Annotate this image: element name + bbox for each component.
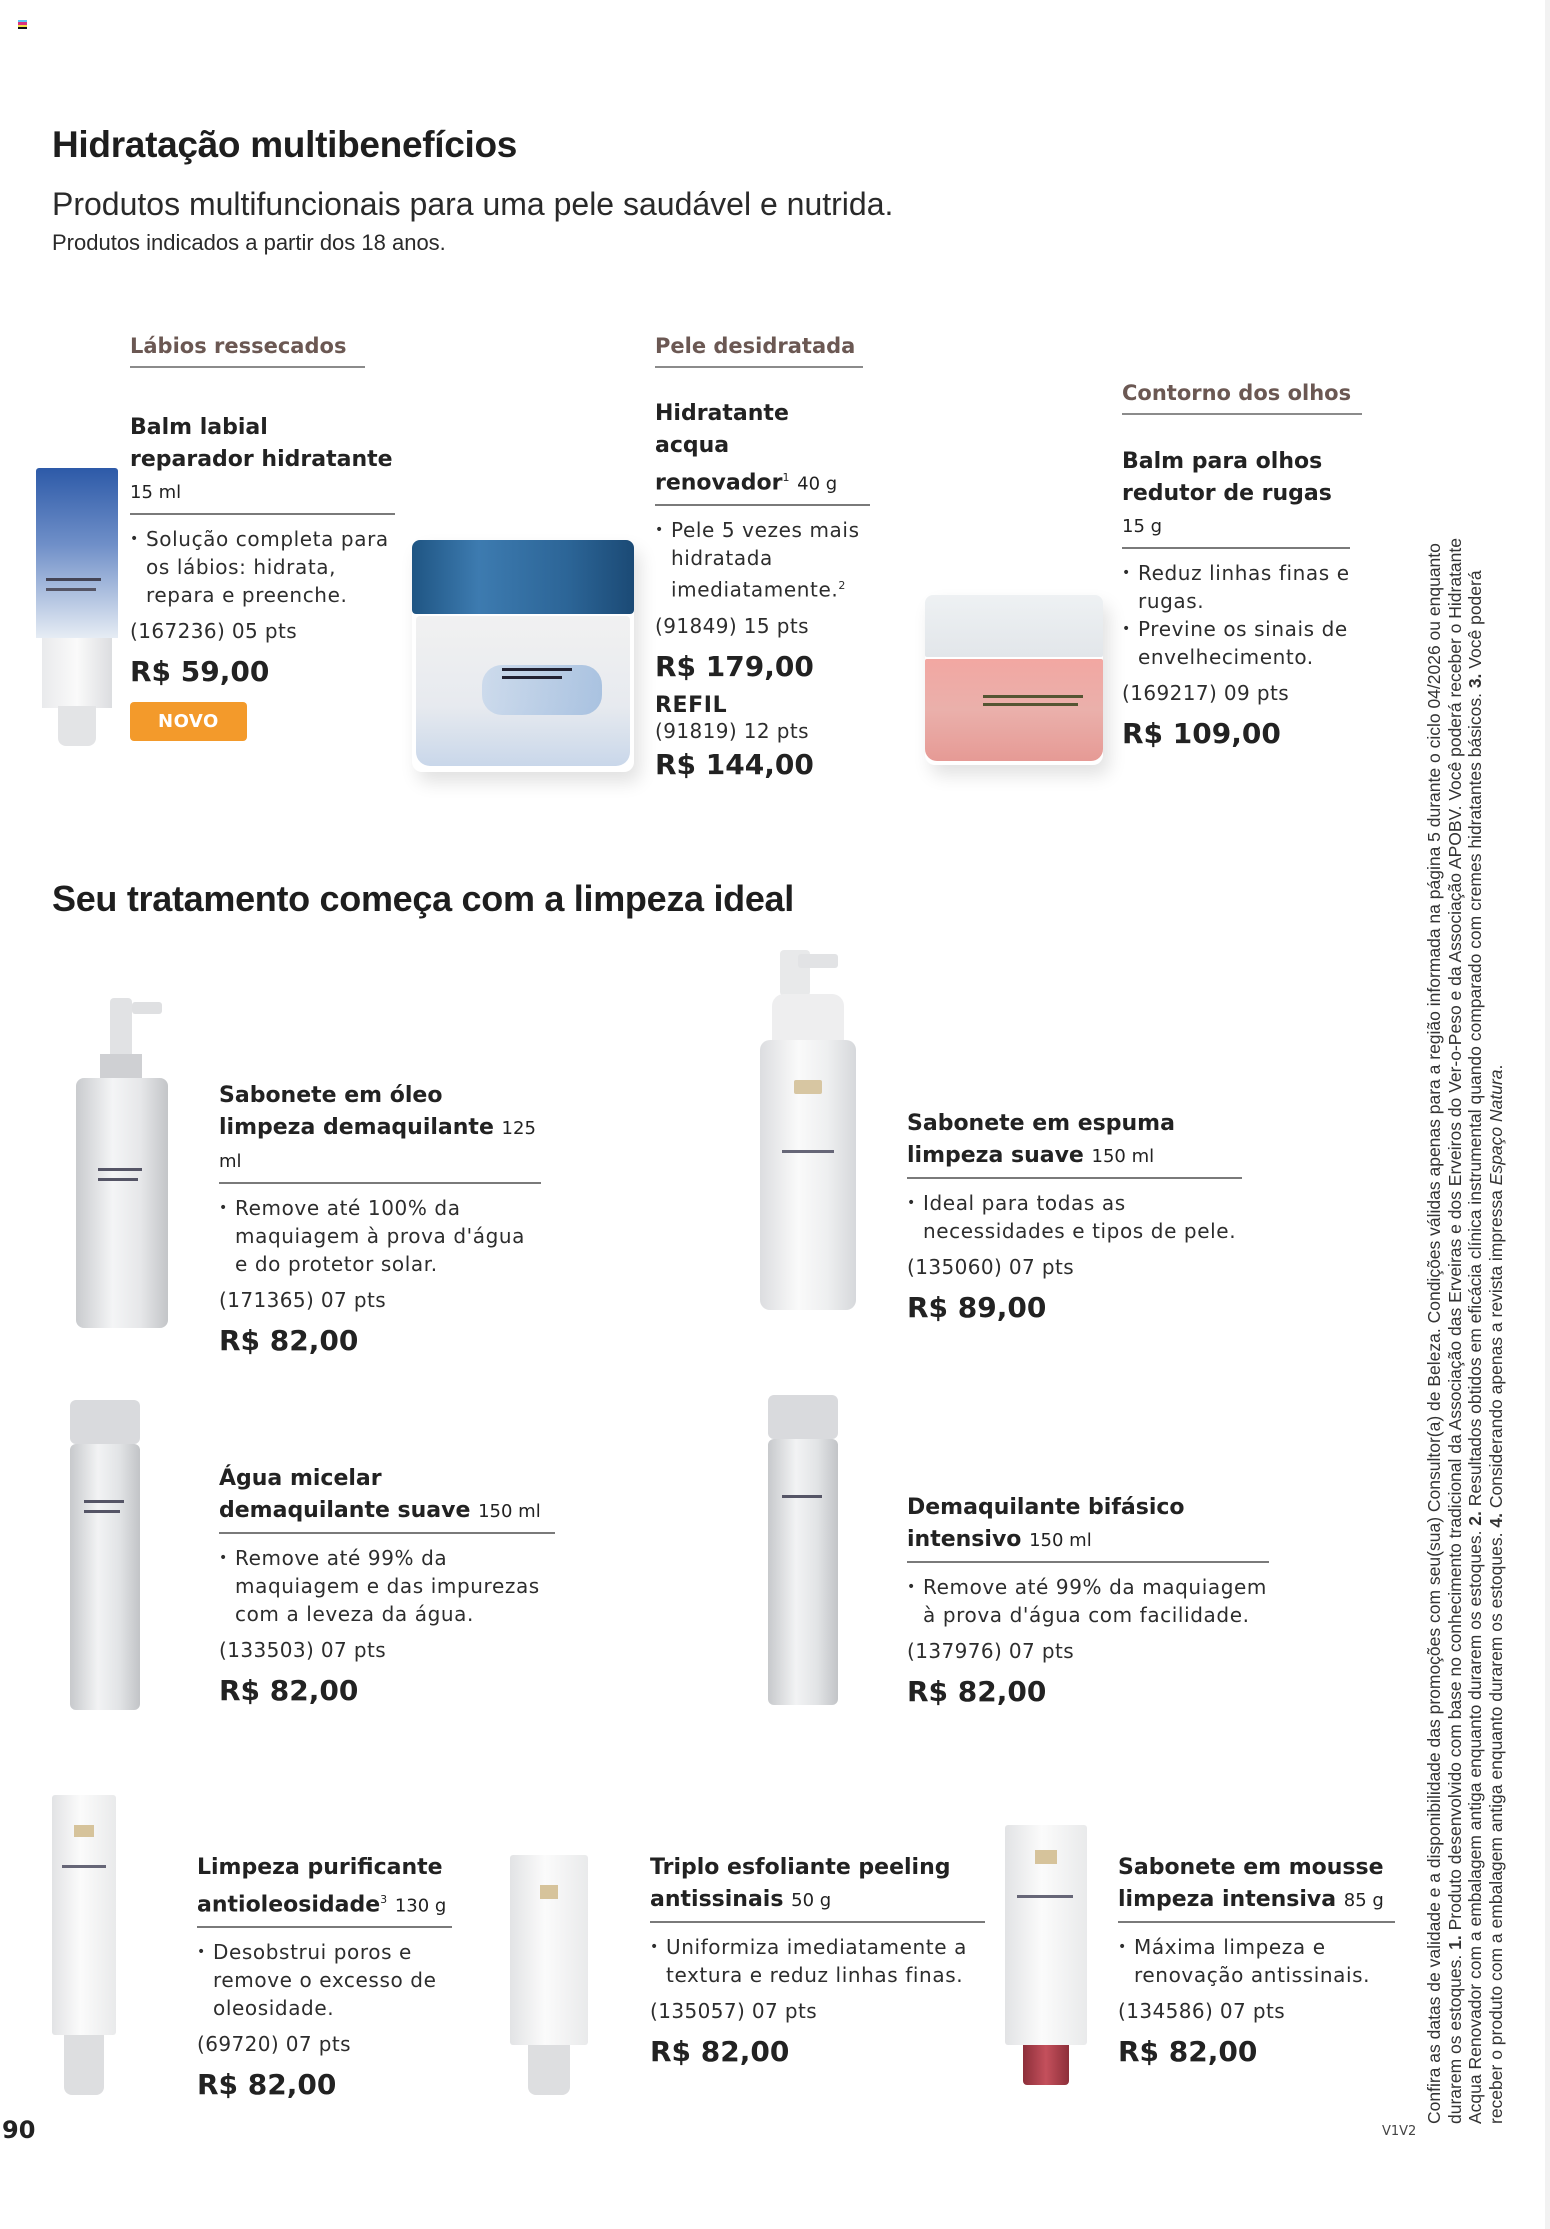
- product-name: Balm para olhos redutor de rugas 15 g: [1122, 446, 1350, 549]
- product-name: Água micelar demaquilante suave 150 ml: [219, 1463, 555, 1534]
- product-sabonete-mousse: [1118, 1852, 1395, 2068]
- product-name: Hidratante acqua renovador$^1$ 40 g: [655, 398, 870, 506]
- product-code: (171365) 07 pts: [219, 1288, 387, 1312]
- product-price: R$ 82,00: [650, 2035, 790, 2068]
- category-pele: Pele desidratada: [655, 334, 863, 368]
- white-tube-icon: [52, 1795, 116, 2095]
- product-agua-micelar: [219, 1463, 555, 1707]
- product-code: (134586) 07 pts: [1118, 1999, 1286, 2023]
- white-tube-2-icon: [510, 1855, 588, 2095]
- product-bullet: • Máxima limpeza e renovação antissinais.: [1118, 1933, 1395, 1989]
- product-price: R$ 82,00: [907, 1675, 1047, 1708]
- product-bullet: • Uniformiza imediatamente a textura e reduz linhas finas.: [650, 1933, 985, 1989]
- product-demaquilante-bifasico: [907, 1492, 1269, 1708]
- lip-balm-tube-icon: [36, 468, 118, 748]
- product-name: Sabonete em mousse limpeza intensiva 85 g: [1118, 1852, 1395, 1923]
- product-bullet: • Remove até 100% da maquiagem à prova d'água e do protetor solar.: [219, 1194, 541, 1278]
- print-color-mark: [18, 20, 27, 29]
- page-subtitle: Produtos multifuncionais para uma pele saudável e nutrida.: [52, 186, 894, 222]
- product-bullet: • Solução completa para os lábios: hidrata, repara e preenche.: [130, 525, 395, 609]
- product-bullet: • Ideal para todas as necessidades e tipos de pele.: [907, 1189, 1242, 1245]
- product-sabonete-espuma: [907, 1108, 1242, 1324]
- age-note: Produtos indicados a partir dos 18 anos.: [52, 230, 446, 255]
- product-price: R$ 109,00: [1122, 717, 1281, 750]
- section-title-limpeza: Seu tratamento começa com a limpeza ideal: [52, 878, 794, 919]
- product-name: Sabonete em espuma limpeza suave 150 ml: [907, 1108, 1242, 1179]
- blue-jar-icon: [412, 540, 634, 772]
- product-code: (137976) 07 pts: [907, 1639, 1075, 1663]
- foam-bottle-icon: [760, 950, 856, 1310]
- product-code: (133503) 07 pts: [219, 1638, 387, 1662]
- product-code: (69720) 07 pts: [197, 2032, 351, 2057]
- category-olhos: Contorno dos olhos: [1122, 381, 1362, 415]
- page-number: 90: [2, 2116, 36, 2144]
- product-name: Limpeza purificante antioleosidade$^3$ 130 g: [197, 1852, 452, 1928]
- product-balm-olhos: [1122, 446, 1350, 750]
- product-bullet: • Previne os sinais de envelhecimento.: [1122, 615, 1350, 671]
- product-bullet: • Desobstrui poros e remove o excesso de oleosidade.: [197, 1938, 452, 2022]
- pink-jar-icon: [925, 595, 1103, 765]
- new-badge: NOVO: [130, 702, 247, 741]
- product-price: R$ 82,00: [1118, 2035, 1258, 2068]
- product-price: R$ 82,00: [197, 2068, 337, 2102]
- product-price: R$ 82,00: [219, 1674, 359, 1707]
- product-sabonete-oleo: [219, 1080, 541, 1357]
- refil-price: R$ 144,00: [655, 747, 814, 781]
- clear-bottle-icon: [70, 1400, 140, 1710]
- product-bullet: • Pele 5 vezes mais hidratada imediatamente.$^2$: [655, 516, 870, 604]
- product-bullet: • Remove até 99% da maquiagem e das impurezas com a leveza da água.: [219, 1544, 555, 1628]
- product-price: R$ 59,00: [130, 655, 270, 688]
- product-name: Demaquilante bifásico intensivo 150 ml: [907, 1492, 1269, 1563]
- product-price: R$ 89,00: [907, 1291, 1047, 1324]
- product-bullet: • Remove até 99% da maquiagem à prova d'água com facilidade.: [907, 1573, 1269, 1629]
- product-bullet: • Reduz linhas finas e rugas.: [1122, 559, 1350, 615]
- product-limpeza-purificante: [197, 1852, 452, 2101]
- product-hidratante-acqua: [655, 398, 870, 781]
- product-triplo-esfoliante: [650, 1852, 985, 2068]
- product-name: Sabonete em óleo limpeza demaquilante 125 ml: [219, 1080, 541, 1184]
- page-title: Hidratação multibenefícios: [52, 124, 518, 165]
- legal-disclaimer: Confira as datas de validade e a disponibilidade das promoções com seu(sua) Consultor(a) de Beleza. Condições válidas apenas para a região informada na página 5 durante o ciclo 04/2026 ou enquanto durarem os estoques. 1. Produto desenvolvido com base no conhecimento tradicional da Associação das Erveiras e dos Erveiros do Ver-o-Peso e da Associação APOBV. Você poderá receber o Hidratante Acqua Renovador com a embalagem antiga enquanto durarem os estoques. 2. Resultados obtidos em eficácia clínica instrumental quando comparado com cremes hidratantes básicos. 3. Você poderá receber o produto com a embalagem antiga enquanto durarem os estoques. 4. Considerando apenas a revista impressa Espaço Natura.: [1424, 538, 1506, 2124]
- category-labios: Lábios ressecados: [130, 334, 365, 368]
- clear-bottle-2-icon: [768, 1395, 838, 1705]
- refil-label: REFIL: [655, 692, 728, 718]
- page-edge: [1545, 0, 1550, 2229]
- product-price: R$ 82,00: [219, 1324, 359, 1357]
- product-name: Triplo esfoliante peeling antissinais 50 g: [650, 1852, 985, 1923]
- version-code: V1V2: [1382, 2124, 1417, 2139]
- product-code: (169217) 09 pts: [1122, 681, 1290, 705]
- product-code: (135060) 07 pts: [907, 1255, 1075, 1279]
- product-code: (167236) 05 pts: [130, 619, 298, 643]
- refil-code: (91819) 12 pts: [655, 718, 809, 743]
- product-balm-labial: [130, 412, 395, 741]
- product-code: (91849) 15 pts: [655, 613, 809, 638]
- red-cap-tube-icon: [1005, 1825, 1087, 2115]
- product-price: R$ 179,00: [655, 649, 814, 683]
- product-code: (135057) 07 pts: [650, 1999, 818, 2023]
- pump-bottle-icon: [76, 998, 168, 1328]
- product-name: Balm labial reparador hidratante 15 ml: [130, 412, 395, 515]
